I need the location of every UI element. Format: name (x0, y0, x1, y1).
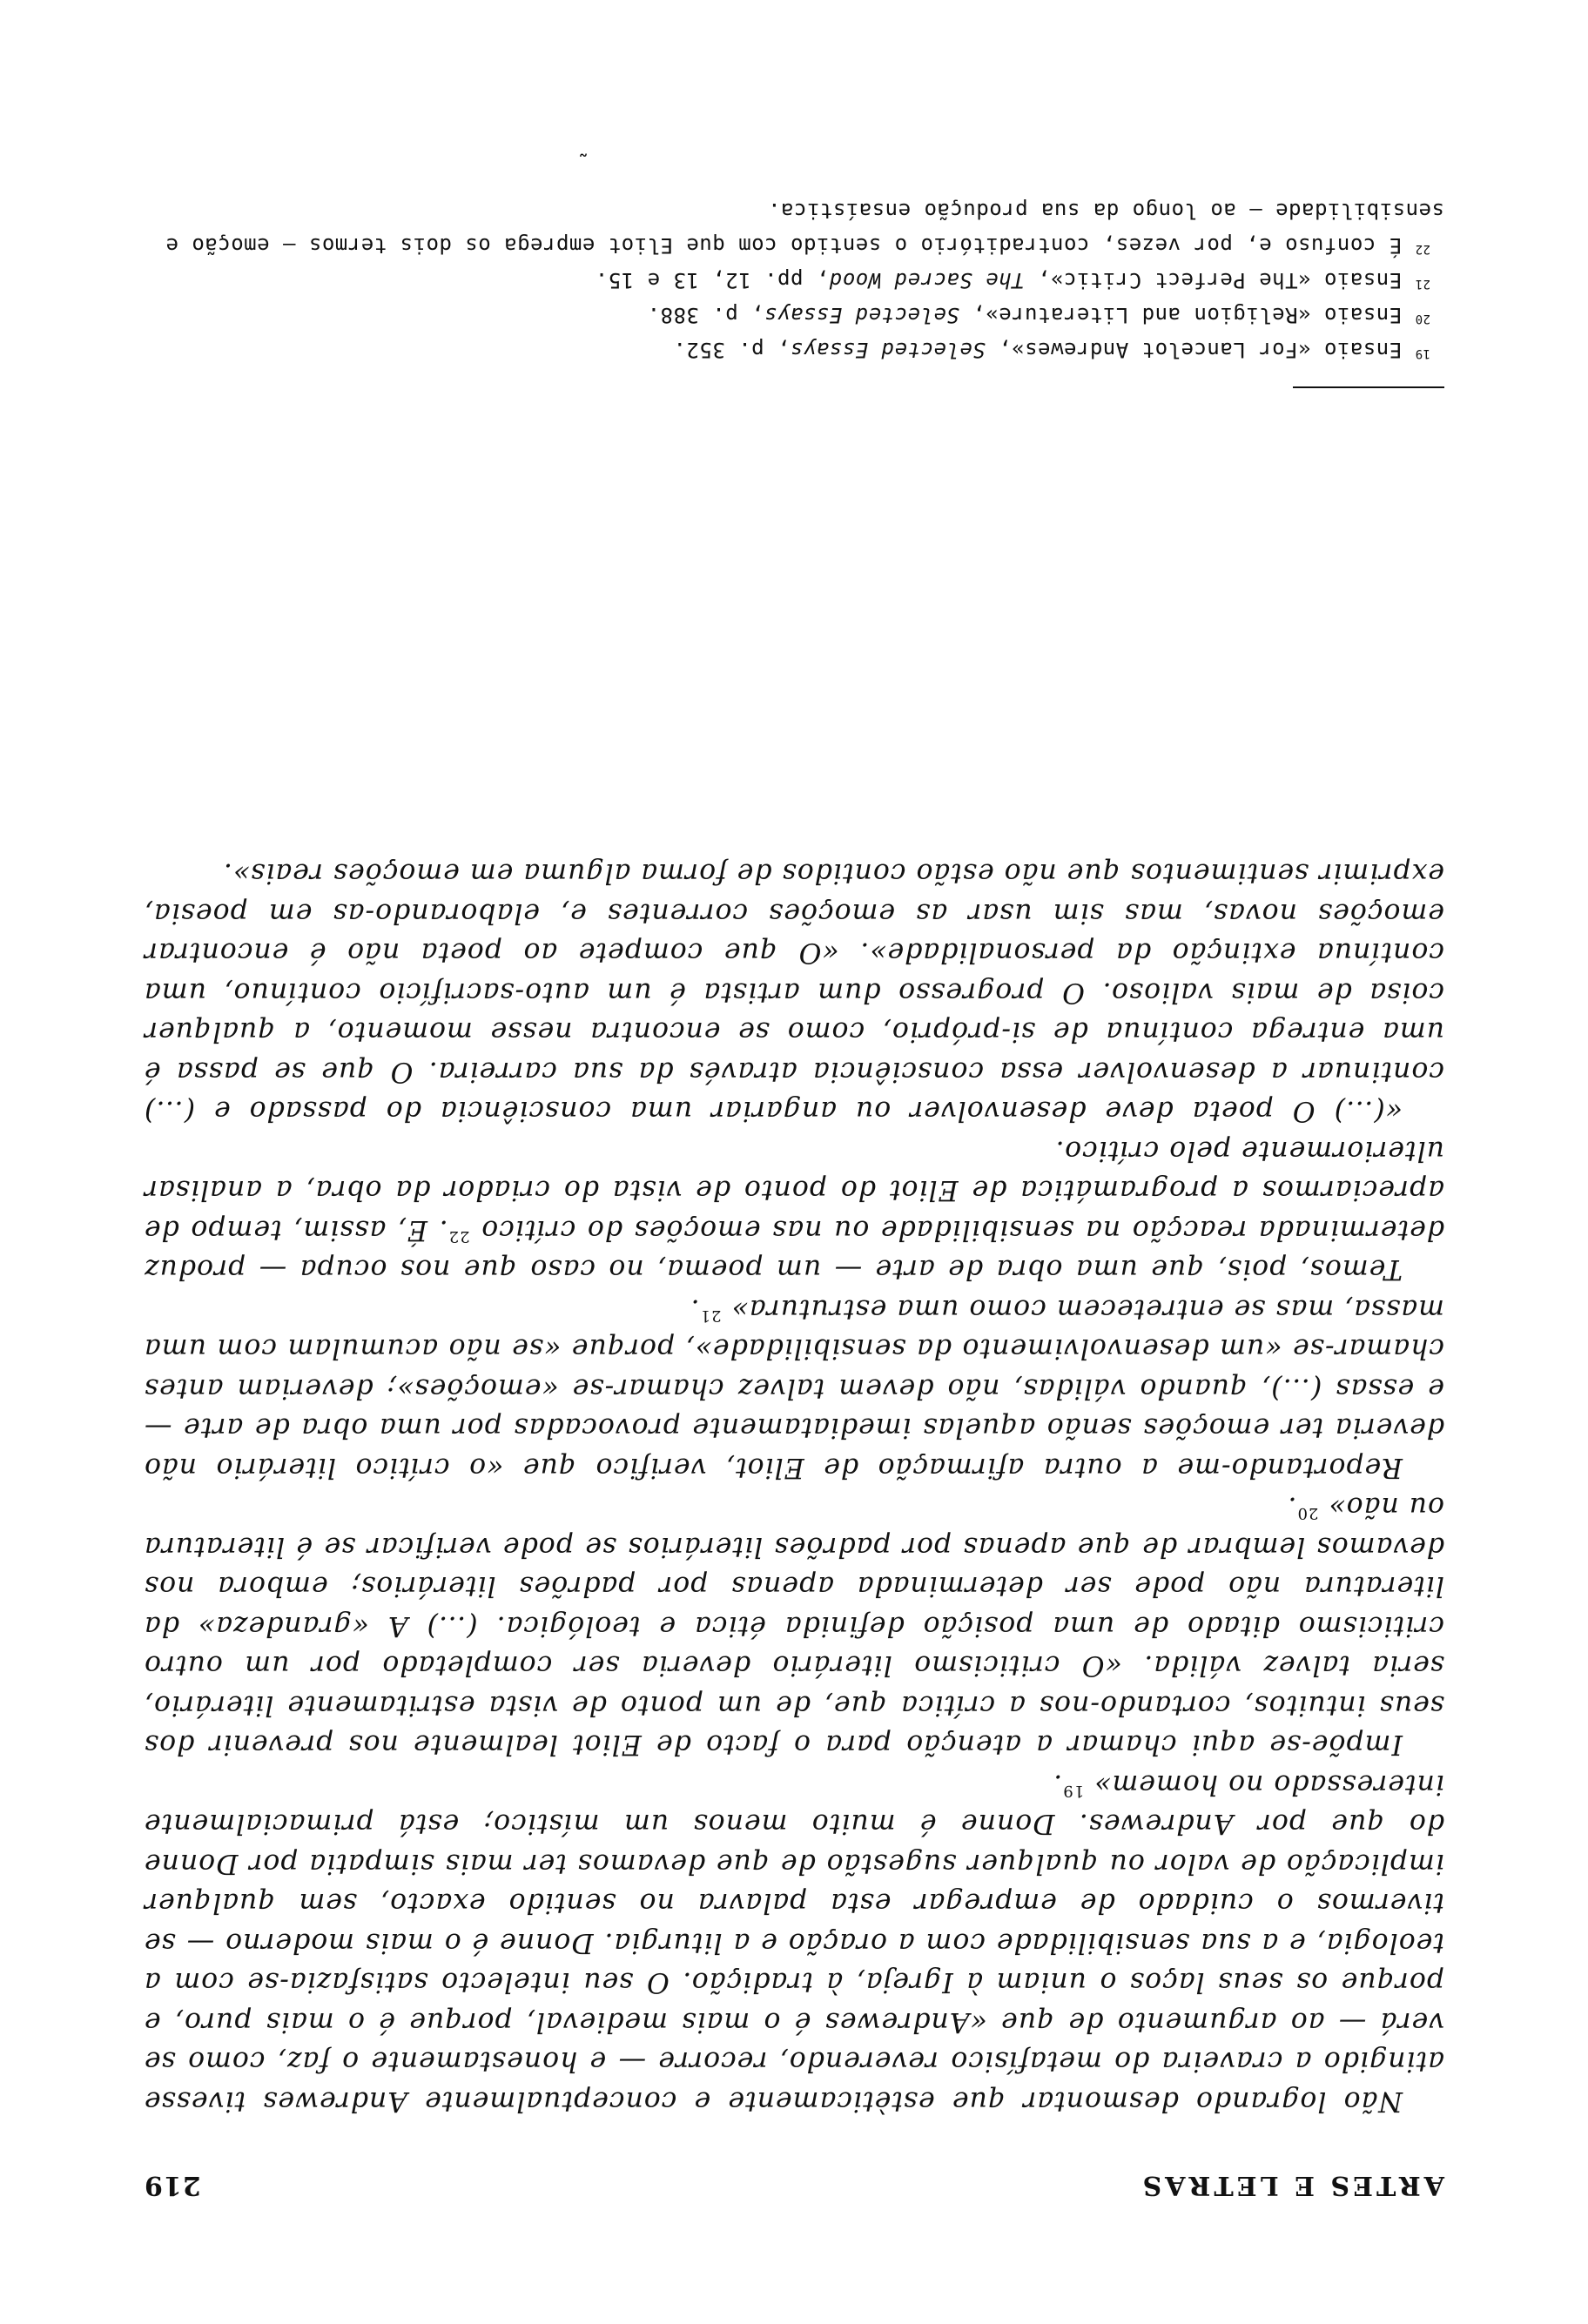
footnote-ref: 19 (1062, 1782, 1085, 1800)
footnote-title: Selected Essays (764, 303, 959, 327)
footnote-text: , p. 388. (647, 303, 764, 327)
footnote-ref: 21 (699, 1306, 722, 1325)
footnote (144, 193, 1444, 263)
footnote-number: 20 (1415, 312, 1430, 326)
paragraph-text: Reportando-me a outra afirmação de Eliot, verifico que «o crítico literário não deveria ter emoções senão aquelas imediatamente provocadas por uma obra de arte — e essas (…), quando válidas, não devem talvez chamar-se «emoções»; deveriam antes chamar-se «um desenvolvimento da sensibilidade», porque «se não acumulam com uma massa, mas se entretecem como uma estrutura» (144, 1293, 1444, 1483)
footnote-text: Ensaio «Religion and Literature», (959, 303, 1403, 327)
footnote-rule (1293, 386, 1444, 388)
paragraph (144, 1487, 1444, 1764)
paragraph-text: Impõe-se aqui chamar a atenção para o facto de Eliot lealmente nos prevenir dos seus intuitos, cortando-nos a crítica que, de um ponto de vista estritamente literário, seria talvez válida. «O criticismo literário deveria ser completado por um outro criticismo ditado de uma posição definida ética e teológica. (…) A «grandeza» da literatura não pode ser determinada apenas por padrões literários; embora nos devamos lembrar de que apenas por padrões literários se pode verificar se é literatura ou não» (144, 1491, 1444, 1761)
footnote (144, 298, 1444, 332)
running-head (144, 2157, 1444, 2200)
stray-mark: ˜ (578, 135, 589, 159)
footnote-text: , pp. 12, 13 e 15. (595, 268, 830, 292)
footnotes (144, 193, 1444, 367)
paragraph (144, 1131, 1444, 1289)
footnote (144, 332, 1444, 367)
footnote-text: É confuso e, por vezes, contraditório o sentido com que Eliot emprega os dois termos — emoção e sensibilidade — ao longo da sua produção ensaística. (165, 198, 1444, 258)
footnote-ref: 20 (1296, 1504, 1319, 1523)
paragraph-text: . (1053, 1769, 1063, 1800)
running-head-title: ARTES E LETRAS (1139, 2170, 1444, 2200)
paragraph (144, 853, 1444, 1131)
footnote-text: Ensaio «The Perfect Critic», (1024, 268, 1403, 292)
paragraph-text: Não logrando desmontar que estèticamente e conceptualmente Andrewes tivesse atingido a craveira do metafísico reverendo, recorre — e honestamente o faz, como se verá — ao argumento de que «Andrewes é o mais medieval, porque é o mais puro, e porque os seus laços o uniam à Igreja, à tradição. O seu intelecto satisfazia-se com a teologia, e a sua sensibilidade com a oração e a liturgia. Donne é o mais moderno — se tivermos o cuidado de empregar esta palavra no sentido exacto, sem qualquer implicação de valor ou qualquer sugestão de que devamos ter mais simpatia por Donne do que por Andrewes. Donne é muito menos um místico; está primacialmente interessado no homem» (144, 1769, 1444, 2117)
footnote-number: 22 (1415, 242, 1430, 256)
footnote-number: 21 (1415, 277, 1430, 291)
footnote-text: , p. 352. (673, 338, 791, 362)
paragraph-text: . (1287, 1491, 1297, 1523)
page-number: 219 (144, 2170, 201, 2200)
footnote (144, 263, 1444, 298)
paragraph (144, 1289, 1444, 1488)
body-text (144, 853, 1444, 2120)
footnote-ref: 22 (447, 1227, 470, 1246)
paragraph-text: «(…) O poeta deve desenvolver ou angariar uma consciência do passado e (…) continuar a desenvolver essa consciência através da sua carreira. O que se passa é uma entrega contínua de si-próprio, como se encontra nesse momento, a qualquer coisa de mais valioso. O progresso dum artista é um auto-sacrifício contínuo, uma contínua extinção da personalidade». «O que compete ao poeta não é encontrar emoções novas, mas sim usar as emoções correntes e, elaborando-as em poesia, exprimir sentimentos que não estão contidos de forma alguma em emoções reais». (144, 857, 1444, 1127)
footnote-text: Ensaio «For Lancelot Andrewes», (985, 338, 1403, 362)
paragraph-text: . (690, 1293, 700, 1325)
paragraph-text: . É, assim, tempo de apreciarmos a programática de Eliot do ponto de vista do criador da obra, a analisar ulteriormente pelo crítico. (144, 1135, 1444, 1246)
paragraph (144, 1764, 1444, 2121)
footnote-number: 19 (1415, 346, 1430, 360)
footnote-title: Selected Essays (790, 338, 986, 362)
footnote-title: The Sacred Wood (829, 268, 1025, 292)
paragraph-text: Temos, pois, que uma obra de arte — um poema, no caso que nos ocupa — produz determinada reacção na sensibilidade ou nas emoções do crítico (144, 1214, 1444, 1286)
